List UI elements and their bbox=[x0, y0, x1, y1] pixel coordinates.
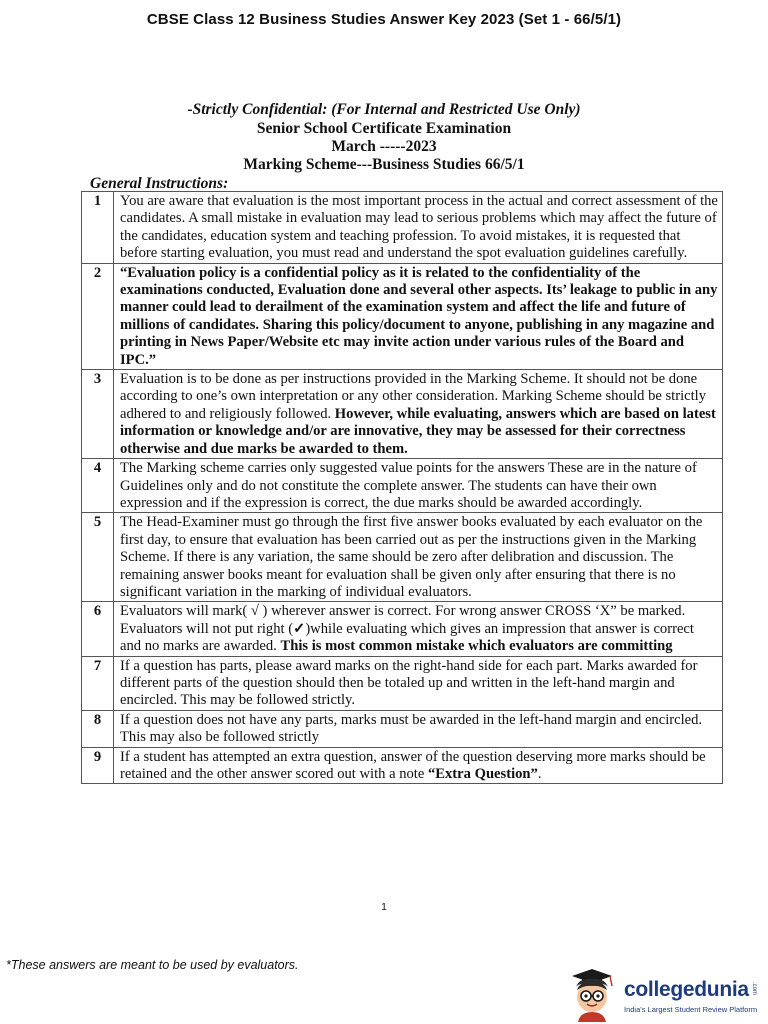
instruction-text-bold: However, while evaluating, answers which are based on latest information or knowledge and/or are innovative, they may be assessed for their correctness otherwise and due marks be awarded to them. bbox=[120, 405, 716, 457]
instruction-number: 7 bbox=[82, 656, 114, 710]
exam-heading: Senior School Certificate Examination bbox=[256, 120, 512, 137]
instruction-row bbox=[82, 710, 723, 747]
instruction-text-bold: ✓ bbox=[293, 620, 306, 637]
brand-suffix: .com bbox=[751, 982, 757, 996]
instruction-text bbox=[114, 263, 723, 369]
instruction-text bbox=[114, 656, 723, 710]
instruction-text-bold: This is most common mistake which evaluators are committing bbox=[280, 638, 673, 655]
general-instructions-label: General Instructions: bbox=[90, 175, 229, 192]
footnote: *These answers are meant to be used by evaluators. bbox=[6, 958, 299, 972]
session-heading: March -----2023 bbox=[331, 138, 437, 155]
instruction-text bbox=[114, 513, 723, 602]
instruction-text-span: If a student has attempted an extra question, answer of the question deserving more marks should be retained and the other answer scored out with a note bbox=[120, 748, 706, 782]
instruction-number: 5 bbox=[82, 513, 114, 602]
instruction-number: 9 bbox=[82, 747, 114, 784]
page-number: 1 bbox=[381, 902, 387, 913]
instruction-text-span: Evaluation is to be done as per instructions provided in the Marking Scheme. It should not be done according to one’s own interpretation or any other consideration. Marking Scheme should be strictly adhered to and religiously followed. bbox=[120, 371, 707, 422]
instruction-text-span: If a question does not have any parts, marks must be awarded in the left-hand margin and encircled. This may also be followed strictly bbox=[120, 711, 703, 746]
instruction-row bbox=[82, 370, 723, 459]
instruction-number: 3 bbox=[82, 370, 114, 459]
instruction-number: 8 bbox=[82, 710, 114, 747]
instruction-text-bold: “Evaluation policy is a confidential policy as it is related to the confidentiality of the examinations conducted, Evaluation done and several other aspects. Its’ leakage to public in any manner could lead to derailment of the examination system and affect the life and future of millions of candidates. Sharing this policy/document to anyone, publishing in any magazine and printing in News Paper/Website etc may invite action under various rules of the Board and IPC.” bbox=[120, 264, 718, 368]
instruction-row bbox=[82, 656, 723, 710]
instruction-text-span: The Head-Examiner must go through the first five answer books evaluated by each evaluator on the first day, to ensure that evaluation has been carried out as per the instructions given in the Marking Scheme. If there is any variation, the same should be zero after delibration and discussion. The remaining answer books meant for evaluation shall be given only after ensuring that there is no significant variation in the marking of individual evaluators. bbox=[120, 514, 703, 600]
instruction-text bbox=[114, 747, 723, 784]
page-title: CBSE Class 12 Business Studies Answer Key 2023 (Set 1 - 66/5/1) bbox=[146, 11, 622, 28]
instruction-text-span: If a question has parts, please award marks on the right-hand side for each part. Marks awarded for different parts of the question should then be totaled up and written in the left-hand margin and encircled. This may be followed strictly. bbox=[120, 657, 698, 709]
instructions-table-body bbox=[82, 192, 723, 784]
instruction-number: 4 bbox=[82, 459, 114, 513]
instruction-number: 2 bbox=[82, 263, 114, 369]
instruction-text-span: You are aware that evaluation is the most important process in the actual and correct assessment of the candidates. A small mistake in evaluation may lead to serious problems which may affect the future of the candidates, education system and teaching profession. To avoid mistakes, it is requested that before starting evaluation, you must read and understand the spot evaluation guidelines carefully. bbox=[120, 193, 718, 262]
instruction-number: 1 bbox=[82, 192, 114, 264]
instruction-row bbox=[82, 192, 723, 264]
instruction-text-span: The Marking scheme carries only suggested value points for the answers These are in the nature of Guidelines only and do not constitute the complete answer. The students can have their own expression and if the expression is correct, the due marks should be awarded accordingly. bbox=[120, 460, 697, 511]
instruction-text-span: . bbox=[537, 766, 542, 782]
instruction-text-span: )while evaluating which gives an impression that answer is correct and no marks are awarded. bbox=[120, 620, 694, 655]
instruction-text-bold: “Extra Question” bbox=[427, 766, 538, 782]
brand-tagline: India's Largest Student Review Platform bbox=[624, 1005, 758, 1014]
instruction-row bbox=[82, 747, 723, 784]
instruction-row bbox=[82, 263, 723, 369]
instruction-text bbox=[114, 370, 723, 459]
instructions-table bbox=[81, 191, 723, 784]
instruction-row bbox=[82, 602, 723, 656]
confidential-heading: -Strictly Confidential: (For Internal and Restricted Use Only) bbox=[187, 101, 581, 118]
instruction-row bbox=[82, 513, 723, 602]
brand-name: collegedunia bbox=[624, 978, 749, 1001]
instruction-row bbox=[82, 459, 723, 513]
instruction-number: 6 bbox=[82, 602, 114, 656]
instruction-text bbox=[114, 459, 723, 513]
instruction-text bbox=[114, 602, 723, 656]
instruction-text bbox=[114, 710, 723, 747]
instruction-text-span: Evaluators will mark( √ ) wherever answer is correct. For wrong answer CROSS ‘X” be marked. Evaluators will not put right ( bbox=[120, 603, 686, 637]
scheme-heading: Marking Scheme---Business Studies 66/5/1 bbox=[243, 156, 525, 173]
instruction-text bbox=[114, 192, 723, 264]
